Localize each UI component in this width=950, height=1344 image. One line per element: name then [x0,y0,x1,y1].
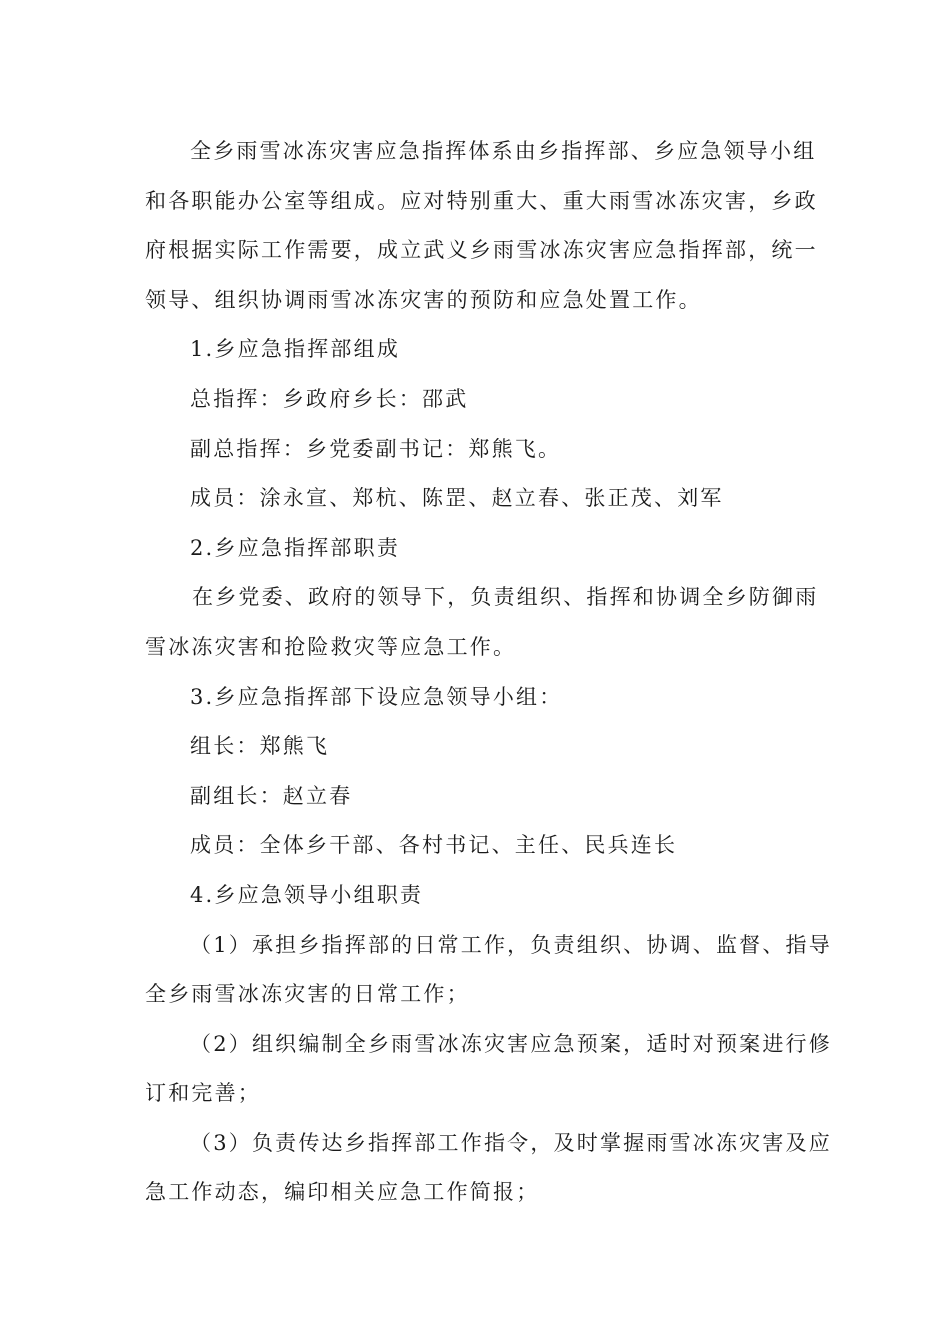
group-leader-line: 组长：郑熊飞 [190,734,330,759]
document-body [145,127,832,1218]
section-heading-3: 3.乡应急指挥部下设应急领导小组： [190,684,563,709]
paragraph-line: 府根据实际工作需要，成立武义乡雨雪冰冻灾害应急指挥部，统一 [145,238,818,263]
paragraph-line: 在乡党委、政府的领导下，负责组织、指挥和协调全乡防御雨 [192,585,819,610]
members-line: 成员：涂永宣、郑杭、陈罡、赵立春、张正茂、刘军 [190,486,724,511]
paragraph-line: 和各职能办公室等组成。应对特别重大、重大雨雪冰冻灾害，乡政 [145,188,818,213]
section-heading-1: 1.乡应急指挥部组成 [190,337,401,362]
section-heading-2: 2.乡应急指挥部职责 [190,535,401,560]
deputy-group-leader-line: 副组长：赵立春 [190,783,353,808]
commander-line: 总指挥：乡政府乡长：邵武 [190,386,469,411]
group-members-line: 成员：全体乡干部、各村书记、主任、民兵连长 [190,833,678,858]
paragraph-line: 领导、组织协调雨雪冰冻灾害的预防和应急处置工作。 [145,287,702,312]
paragraph-line: 全乡雨雪冰冻灾害应急指挥体系由乡指挥部、乡应急领导小组 [190,139,817,163]
duty-item-2: （2）组织编制全乡雨雪冰冻灾害应急预案，适时对预案进行修 [190,1031,832,1056]
deputy-commander-line: 副总指挥：乡党委副书记：郑熊飞。 [190,436,562,461]
section-heading-4: 4.乡应急领导小组职责 [190,882,424,907]
paragraph-line: 急工作动态，编印相关应急工作简报； [145,1180,540,1205]
paragraph-line: 全乡雨雪冰冻灾害的日常工作； [145,982,470,1007]
duty-item-3: （3）负责传达乡指挥部工作指令，及时掌握雨雪冰冻灾害及应 [190,1130,832,1155]
duty-item-1: （1）承担乡指挥部的日常工作，负责组织、协调、监督、指导 [190,932,832,957]
paragraph-line: 雪冰冻灾害和抢险救灾等应急工作。 [145,634,517,659]
paragraph-line: 订和完善； [145,1081,261,1106]
